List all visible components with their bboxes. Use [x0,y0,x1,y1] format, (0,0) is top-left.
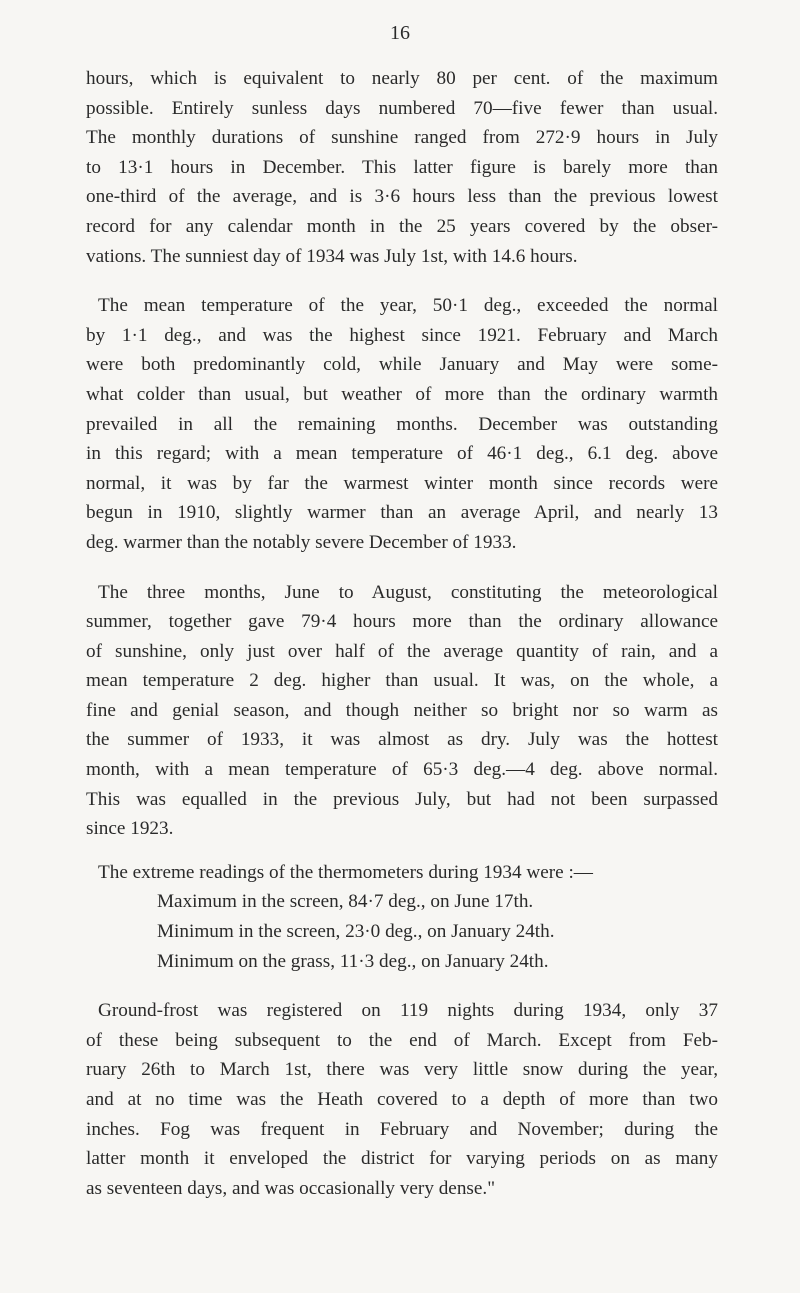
paragraph-temperature [86,291,718,557]
paragraph-gap [86,558,718,578]
page-number: 16 [390,22,410,44]
text-line: ruary 26th to March 1st, there was very little snow during the year, [86,1059,718,1081]
paragraph-gap [86,271,718,291]
text-line: The three months, June to August, constituting the meteorological [98,581,718,603]
text-line: The mean temperature of the year, 50·1 deg., exceeded the normal [98,295,718,317]
extreme-reading: Minimum on the grass, 11·3 deg., on January 24th. [157,950,549,972]
text-line: in this regard; with a mean temperature of 46·1 deg., 6.1 deg. above [86,443,718,465]
paragraph-sunshine [86,64,718,271]
text-line: begun in 1910, slightly warmer than an average April, and nearly 13 [86,502,718,524]
paragraph-gap [86,844,718,858]
text-line: to 13·1 hours in December. This latter figure is barely more than [86,156,718,178]
text-line: This was equalled in the previous July, but had not been surpassed [86,788,718,810]
text-line: of these being subsequent to the end of March. Except from Feb- [86,1029,718,1051]
text-line: month, with a mean temperature of 65·3 deg.—4 deg. above normal. [86,759,718,781]
text-line: were both predominantly cold, while January and May were some- [86,354,718,376]
paragraph-extremes [86,858,718,976]
text-line: latter month it enveloped the district for varying periods on as many [86,1148,718,1170]
text-line: deg. warmer than the notably severe December of 1933. [86,531,517,553]
paragraph-frost-fog [86,996,718,1203]
text-line: mean temperature 2 deg. higher than usual. It was, on the whole, a [86,670,718,692]
paragraph-summer [86,578,718,844]
text-line: The extreme readings of the thermometers during 1934 were :— [98,861,593,883]
extreme-reading: Minimum in the screen, 23·0 deg., on January 24th. [157,921,555,943]
text-line: summer, together gave 79·4 hours more than the ordinary allowance [86,611,718,633]
text-line: The monthly durations of sunshine ranged from 272·9 hours in July [86,127,718,149]
text-line: possible. Entirely sunless days numbered 70—five fewer than usual. [86,97,718,119]
paragraph-gap [86,976,718,996]
text-line: prevailed in all the remaining months. December was outstanding [86,413,718,435]
text-line: what colder than usual, but weather of more than the ordinary warmth [86,383,718,405]
text-line: one-third of the average, and is 3·6 hours less than the previous lowest [86,186,718,208]
text-line: inches. Fog was frequent in February and November; during the [86,1118,718,1140]
text-line: since 1923. [86,818,174,840]
text-line: Ground-frost was registered on 119 nights during 1934, only 37 [98,1000,718,1022]
text-line: the summer of 1933, it was almost as dry. July was the hottest [86,729,718,751]
text-line: hours, which is equivalent to nearly 80 per cent. of the maximum [86,68,718,89]
text-line: by 1·1 deg., and was the highest since 1921. February and March [86,324,718,346]
text-line: record for any calendar month in the 25 years covered by the obser- [86,215,718,237]
text-line: vations. The sunniest day of 1934 was July 1st, with 14.6 hours. [86,245,578,267]
text-line: and at no time was the Heath covered to a depth of more than two [86,1089,718,1110]
text-line: normal, it was by far the warmest winter month since records were [86,472,718,494]
text-line: fine and genial season, and though neither so bright nor so warm as [86,699,718,721]
extreme-reading: Maximum in the screen, 84·7 deg., on June 17th. [157,891,534,913]
text-line: of sunshine, only just over half of the average quantity of rain, and a [86,640,718,662]
text-line: as seventeen days, and was occasionally very dense." [86,1177,496,1199]
body-text [86,64,718,1203]
